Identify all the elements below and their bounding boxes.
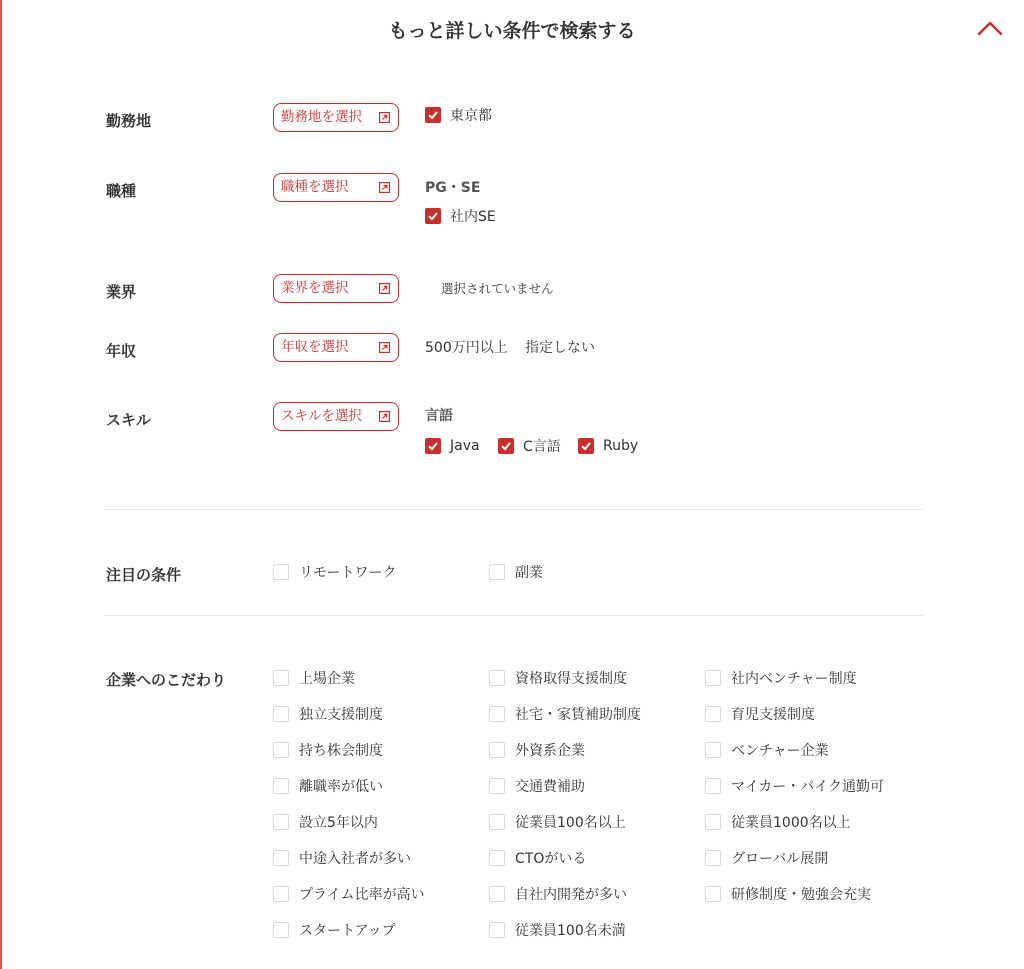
industry-label: 業界 <box>106 283 137 301</box>
checkbox-unchecked-icon <box>273 742 289 758</box>
checkbox-unchecked-icon <box>273 922 289 938</box>
checkbox-c-lang[interactable] <box>498 437 561 455</box>
company-option-checkbox[interactable] <box>705 849 828 867</box>
divider <box>105 509 923 510</box>
checkbox-label: 交通費補助 <box>515 779 585 795</box>
company-option-checkbox[interactable] <box>273 849 411 867</box>
checkbox-unchecked-icon <box>705 886 721 902</box>
checkbox-unchecked-icon <box>489 850 505 866</box>
checkbox-ruby[interactable] <box>578 437 638 455</box>
company-label: 企業へのこだわり <box>106 671 227 689</box>
company-option-checkbox[interactable] <box>489 669 627 687</box>
company-option-checkbox[interactable] <box>273 885 425 903</box>
company-option-checkbox[interactable] <box>705 813 851 831</box>
checkbox-checked-icon <box>578 438 594 454</box>
company-option-checkbox[interactable] <box>705 777 884 795</box>
left-border <box>0 0 2 969</box>
panel-title: もっと詳しい条件で検索する <box>388 20 636 42</box>
checkbox-label: 育児支援制度 <box>731 707 815 723</box>
external-link-icon <box>379 283 390 294</box>
checkbox-tokyo[interactable] <box>425 106 492 124</box>
checkbox-unchecked-icon <box>273 778 289 794</box>
divider <box>105 615 923 616</box>
select-job-type-label: 職種を選択 <box>281 179 349 195</box>
checkbox-label: C言語 <box>523 439 561 455</box>
industry-empty-text: 選択されていません <box>441 281 554 296</box>
company-option-checkbox[interactable] <box>489 777 585 795</box>
select-industry-button[interactable] <box>273 274 399 303</box>
checkbox-unchecked-icon <box>273 706 289 722</box>
checkbox-unchecked-icon <box>489 922 505 938</box>
company-option-checkbox[interactable] <box>705 669 857 687</box>
company-option-checkbox[interactable] <box>273 741 383 759</box>
checkbox-label: 資格取得支援制度 <box>515 671 627 687</box>
checkbox-label: 社宅・家賃補助制度 <box>515 707 641 723</box>
checkbox-unchecked-icon <box>705 670 721 686</box>
checkbox-label: プライム比率が高い <box>299 887 425 903</box>
checkbox-label: 副業 <box>515 565 543 581</box>
checkbox-label: 設立5年以内 <box>299 815 378 831</box>
checkbox-unchecked-icon <box>489 814 505 830</box>
company-option-checkbox[interactable] <box>273 669 355 687</box>
checkbox-label: 従業員1000名以上 <box>731 815 851 831</box>
checkbox-internal-se[interactable] <box>425 207 496 225</box>
company-option-checkbox[interactable] <box>705 885 871 903</box>
salary-max: 指定しない <box>525 340 595 356</box>
checkbox-label: 研修制度・勉強会充実 <box>731 887 871 903</box>
salary-label: 年収 <box>106 342 137 360</box>
salary-min: 500万円以上 <box>425 340 508 356</box>
checkbox-label: 中途入社者が多い <box>299 851 411 867</box>
checkbox-label: 外資系企業 <box>515 743 585 759</box>
checkbox-unchecked-icon <box>273 564 289 580</box>
checkbox-label: リモートワーク <box>299 565 397 581</box>
checkbox-checked-icon <box>498 438 514 454</box>
checkbox-unchecked-icon <box>489 742 505 758</box>
company-option-checkbox[interactable] <box>705 705 815 723</box>
company-option-checkbox[interactable] <box>273 777 383 795</box>
checkbox-unchecked-icon <box>489 670 505 686</box>
skill-label: スキル <box>106 411 151 429</box>
checkbox-label: CTOがいる <box>515 851 587 867</box>
select-skill-button[interactable] <box>273 402 399 431</box>
checkbox-unchecked-icon <box>273 670 289 686</box>
skill-group: 言語 <box>425 408 453 424</box>
select-location-button[interactable] <box>273 103 399 132</box>
checkbox-unchecked-icon <box>705 706 721 722</box>
checkbox-label: 離職率が低い <box>299 779 383 795</box>
checkbox-unchecked-icon <box>489 564 505 580</box>
company-option-checkbox[interactable] <box>489 741 585 759</box>
checkbox-label: 従業員100名以上 <box>515 815 626 831</box>
checkbox-side-job[interactable] <box>489 563 543 581</box>
external-link-icon <box>379 182 390 193</box>
company-option-checkbox[interactable] <box>489 885 627 903</box>
select-location-label: 勤務地を選択 <box>281 109 362 125</box>
location-label: 勤務地 <box>106 112 152 130</box>
company-option-checkbox[interactable] <box>489 705 641 723</box>
company-option-checkbox[interactable] <box>273 813 378 831</box>
external-link-icon <box>379 342 390 353</box>
checkbox-unchecked-icon <box>489 778 505 794</box>
select-job-type-button[interactable] <box>273 173 399 202</box>
checkbox-label: マイカー・バイク通勤可 <box>731 779 885 795</box>
checkbox-unchecked-icon <box>273 814 289 830</box>
checkbox-unchecked-icon <box>705 778 721 794</box>
checkbox-unchecked-icon <box>489 886 505 902</box>
checkbox-java[interactable] <box>425 437 480 455</box>
checkbox-checked-icon <box>425 208 441 224</box>
checkbox-unchecked-icon <box>273 886 289 902</box>
checkbox-unchecked-icon <box>489 706 505 722</box>
company-option-checkbox[interactable] <box>489 921 626 939</box>
checkbox-label: Ruby <box>603 438 639 454</box>
select-salary-button[interactable] <box>273 333 399 362</box>
featured-label: 注目の条件 <box>106 566 182 584</box>
checkbox-label: 持ち株会制度 <box>299 743 383 759</box>
job-type-label: 職種 <box>106 182 137 200</box>
company-option-checkbox[interactable] <box>489 849 586 867</box>
company-option-checkbox[interactable] <box>489 813 626 831</box>
checkbox-unchecked-icon <box>705 850 721 866</box>
external-link-icon <box>379 411 390 422</box>
checkbox-checked-icon <box>425 438 441 454</box>
select-industry-label: 業界を選択 <box>281 280 349 296</box>
external-link-icon <box>379 112 390 123</box>
checkbox-label: ベンチャー企業 <box>731 743 829 759</box>
checkbox-label: グローバル展開 <box>731 851 829 867</box>
select-skill-label: スキルを選択 <box>281 408 362 424</box>
checkbox-label: Java <box>450 438 480 454</box>
checkbox-remote-work[interactable] <box>273 563 396 581</box>
checkbox-label: 社内SE <box>450 209 496 225</box>
checkbox-label: 自社内開発が多い <box>515 887 627 903</box>
checkbox-label: スタートアップ <box>299 923 396 939</box>
checkbox-unchecked-icon <box>273 850 289 866</box>
checkbox-label: 従業員100名未満 <box>515 923 626 939</box>
checkbox-label: 社内ベンチャー制度 <box>731 671 857 687</box>
company-option-checkbox[interactable] <box>273 705 383 723</box>
search-panel-header[interactable] <box>0 0 1024 62</box>
chevron-up-icon[interactable] <box>974 14 1006 42</box>
company-option-checkbox[interactable] <box>273 921 396 939</box>
checkbox-checked-icon <box>425 107 441 123</box>
company-option-checkbox[interactable] <box>705 741 829 759</box>
checkbox-unchecked-icon <box>705 742 721 758</box>
checkbox-label: 上場企業 <box>299 671 355 687</box>
checkbox-unchecked-icon <box>705 814 721 830</box>
select-salary-label: 年収を選択 <box>281 339 349 355</box>
checkbox-label: 独立支援制度 <box>299 707 383 723</box>
job-type-group: PG・SE <box>425 180 481 196</box>
checkbox-label: 東京都 <box>450 108 492 124</box>
